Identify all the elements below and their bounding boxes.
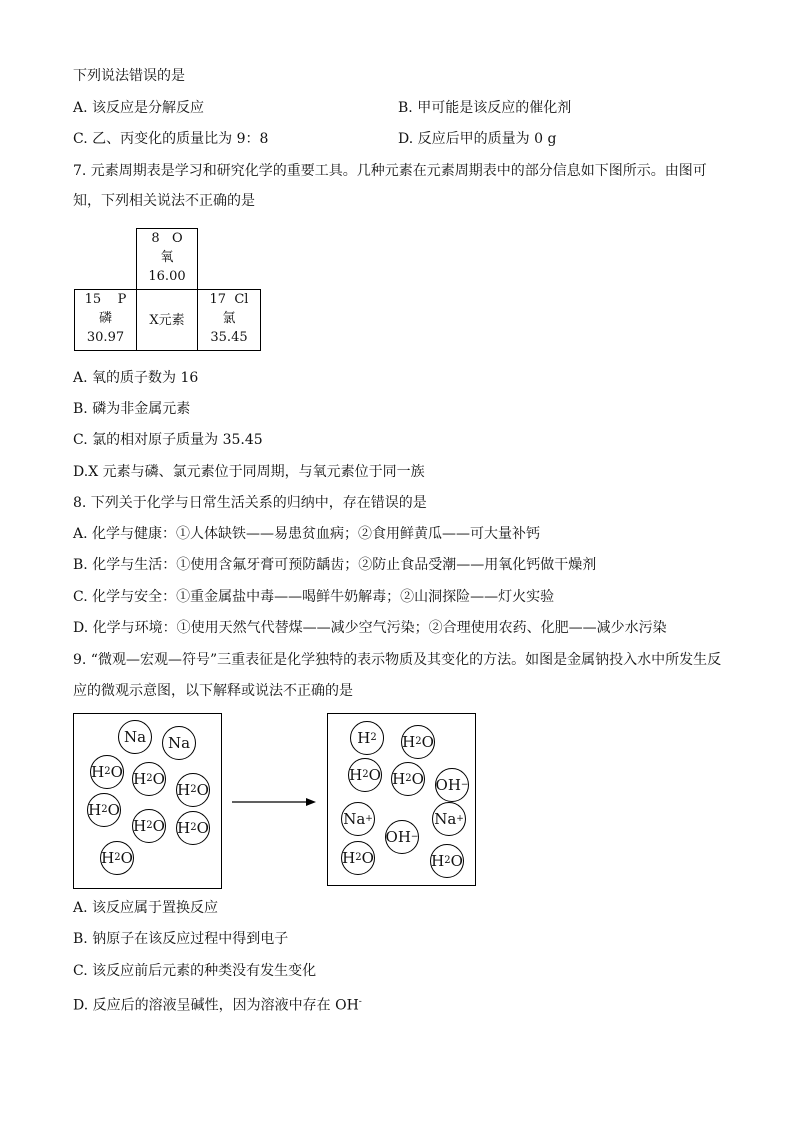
before-reaction-box [73,713,222,889]
option-superscript: - [358,997,362,1007]
q7-option-b[interactable] [73,399,190,419]
element-cell-x [136,289,198,351]
option-label: B. [398,100,413,116]
water-molecule: H 2 O [90,755,124,789]
q9-option-c[interactable] [73,961,316,981]
option-text: 化学与生活：①使用含氟牙膏可预防龋齿；②防止食品受潮——用氧化钙做干燥剂 [92,557,597,573]
q7-option-a[interactable] [73,368,198,388]
option-text: 该反应是分解反应 [92,100,205,116]
option-text: 化学与安全：①重金属盐中毒——喝鲜牛奶解毒；②山洞探险——灯火实验 [92,589,555,605]
q9-option-a[interactable] [73,898,218,918]
option-text: 化学与环境：①使用天然气代替煤——减少空气污染；②合理使用农药、化肥——减少水污染 [92,620,667,636]
hydroxide-ion: OH − [435,768,469,802]
q9-option-d[interactable] [73,992,362,1016]
option-text: 反应后的溶液呈碱性，因为溶液中存在 OH [92,997,359,1014]
q9-stem-line1: 9. “微观—宏观—符号”三重表征是化学独特的表示物质及其变化的方法。如图是金属钠投入水中所发生反 [73,652,722,668]
q7-option-c[interactable] [73,430,263,450]
option-label: D. [73,620,89,636]
hydrogen-molecule: H 2 [350,721,384,755]
water-molecule: H 2 O [341,841,375,875]
option-text: 钠原子在该反应过程中得到电子 [92,931,289,947]
option-text: 氯的相对原子质量为 35.45 [92,432,263,448]
option-label: C. [73,432,88,448]
element-name: 氯 [222,311,236,326]
element-mass: 16.00 [148,269,186,284]
q8-option-b[interactable] [73,555,596,575]
q6-stem: 下列说法错误的是 [73,68,185,84]
element-cell-oxygen [136,228,198,290]
option-label: C. [73,589,88,605]
element-number-symbol: 8 O [151,231,183,246]
water-molecule: H 2 O [132,762,166,796]
water-molecule: H 2 O [87,793,121,827]
option-text: 甲可能是该反应的催化剂 [417,100,572,116]
hydroxide-ion: OH − [385,820,419,854]
element-name: 氧 [160,250,174,265]
option-label: A. [73,100,88,116]
option-label: A. [73,526,88,542]
sodium-ion: Na + [341,802,375,836]
option-label: C. [73,131,88,147]
element-number-symbol: 17 Cl [209,292,249,307]
q6-option-a[interactable] [73,98,204,118]
option-text: 化学与健康：①人体缺铁——易患贫血病；②食用鲜黄瓜——可大量补钙 [92,526,541,542]
q9-stem-line2: 应的微观示意图，以下解释或说法不正确的是 [73,683,353,699]
element-number-symbol: 15 P [84,292,127,307]
option-label: D. [73,997,89,1014]
reaction-arrow-icon [232,795,316,809]
option-label: D. [73,464,89,480]
q6-option-c[interactable] [73,129,268,149]
q7-stem-line2: 知，下列相关说法不正确的是 [73,193,255,209]
element-name: 磷 [98,311,112,326]
q8-option-d[interactable] [73,618,667,638]
option-label: A. [73,900,88,916]
sodium-atom: Na [118,720,152,754]
option-label: B. [73,557,88,573]
option-label: C. [73,963,88,979]
water-molecule: H 2 O [391,762,425,796]
q7-option-d[interactable] [73,462,425,482]
water-molecule: H 2 O [132,809,166,843]
option-text: 反应后甲的质量为 0 g [417,131,557,147]
water-molecule: H 2 O [176,773,210,807]
element-mass: 30.97 [86,330,125,345]
water-molecule: H 2 O [100,841,134,875]
option-label: B. [73,931,88,947]
q7-stem-line1: 7. 元素周期表是学习和研究化学的重要工具。几种元素在元素周期表中的部分信息如下图所示。由图可 [73,163,707,179]
q6-option-b[interactable] [398,98,571,118]
q8-option-c[interactable] [73,587,554,607]
option-label: A. [73,370,88,386]
option-text: X 元素与磷、氯元素位于同周期，与氧元素位于同一族 [88,464,425,480]
after-reaction-box [327,713,476,886]
element-name: X元素 [149,313,185,328]
option-text: 磷为非金属元素 [92,401,191,417]
water-molecule: H 2 O [430,844,464,878]
q8-stem: 8. 下列关于化学与日常生活关系的归纳中，存在错误的是 [73,495,427,511]
sodium-atom: Na [162,726,196,760]
option-text: 该反应属于置换反应 [92,900,219,916]
option-label: B. [73,401,88,417]
element-cell-phosphorus [74,289,137,351]
option-text: 该反应前后元素的种类没有发生变化 [92,963,317,979]
element-mass: 35.45 [210,330,248,345]
option-text: 氧的质子数为 16 [92,370,199,386]
sodium-ion: Na + [432,802,466,836]
q9-option-b[interactable] [73,929,288,949]
q6-option-d[interactable] [398,129,556,149]
water-molecule: H 2 O [401,725,435,759]
option-label: D. [398,131,414,147]
water-molecule: H 2 O [348,758,382,792]
q8-option-a[interactable] [73,524,540,544]
water-molecule: H 2 O [176,811,210,845]
option-text: 乙、丙变化的质量比为 9：8 [92,131,269,147]
element-cell-chlorine [197,289,261,351]
